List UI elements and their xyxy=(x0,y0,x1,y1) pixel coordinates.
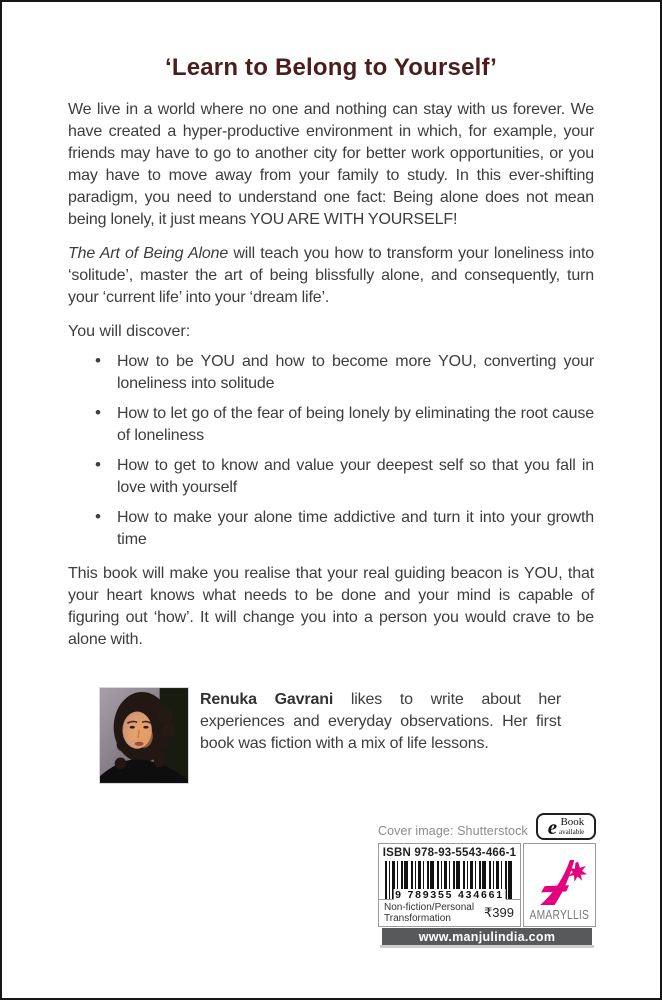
author-portrait-illustration xyxy=(100,688,188,783)
isbn-barcode-box xyxy=(378,843,521,927)
ebook-badge-line2: available xyxy=(559,828,585,836)
barcode-logo-row xyxy=(378,843,596,927)
author-bio-text: likes to write about her experiences and everyday observations. Her first book was fiction with a mix of life lessons. xyxy=(200,691,562,752)
list-item xyxy=(68,351,594,395)
ebook-badge-text xyxy=(559,817,584,836)
discover-heading: You will discover: xyxy=(68,323,191,340)
bullet-icon xyxy=(95,350,101,372)
bullet-text: How to make your alone time addictive and turn it into your growth time xyxy=(117,509,594,548)
amaryllis-logo-icon xyxy=(533,858,587,907)
bullet-text: How to let go of the fear of being lonely by eliminating the root cause of loneliness xyxy=(117,405,594,444)
author-photo xyxy=(99,687,189,784)
blurb-closing-paragraph: This book will make you realise that your real guiding beacon is YOU, that your heart knows what needs to be done and your mind is capable of figuring out ‘how’. It will change you into a person you would crave to be alone with. xyxy=(68,565,594,648)
blurb-paragraph-2 xyxy=(68,243,594,309)
blurb-paragraph-2-rest: will teach you how to transform your loneliness into ‘solitude’, master the art of being blissfully alone, and consequently, turn your ‘current life’ into your ‘dream life’. xyxy=(68,245,594,306)
list-item xyxy=(68,403,594,447)
cover-tagline: ‘Learn to Belong to Yourself’ xyxy=(164,54,498,81)
barcode xyxy=(385,861,514,899)
genre-label xyxy=(384,902,474,924)
book-title-mention: The Art of Being Alone xyxy=(68,245,229,262)
blurb-content xyxy=(2,53,660,651)
website-bar xyxy=(382,928,592,945)
publisher-logo-box xyxy=(523,843,596,927)
website-bar-shadow xyxy=(380,945,594,948)
publisher-name: AMARYLLIS xyxy=(529,908,590,922)
website-url: www.manjulindia.com xyxy=(418,929,556,944)
bullet-text: How to get to know and value your deepest self so that you fall in love with yourself xyxy=(117,457,594,496)
list-item xyxy=(68,507,594,551)
isbn-number: ISBN 978-93-5543-466-1 xyxy=(382,847,517,859)
bullet-icon xyxy=(95,454,101,476)
author-section xyxy=(99,687,569,784)
list-item xyxy=(68,455,594,499)
ebook-available-badge xyxy=(536,813,596,840)
bullet-text: How to be YOU and how to become more YOU, converting your loneliness into solitude xyxy=(117,353,594,392)
genre-line1: Non-fiction/Personal xyxy=(384,901,475,913)
genre-line2: Transformation xyxy=(384,912,451,924)
author-name: Renuka Gavrani xyxy=(200,691,334,708)
bullet-icon xyxy=(95,506,101,528)
bullet-icon xyxy=(95,402,101,424)
author-bio xyxy=(200,689,561,784)
price-label: ₹399 xyxy=(484,904,514,920)
ebook-badge-line1: Book xyxy=(560,816,585,828)
publisher-block xyxy=(378,813,596,948)
barcode-digits: 9 789355 434661 xyxy=(395,889,504,901)
blurb-paragraph-1: We live in a world where no one and nothing can stay with us forever. We have created a hyper-productive environment in which, for example, your friends may have to go to another city for better work opportunities, or you may have to move away from your family to study. In this ever-shifting paradigm, you need to understand one fact: Being alone does not mean being lonely, it just means YOU ARE WITH YOURSELF! xyxy=(68,101,594,228)
discover-list xyxy=(68,351,594,551)
cover-image-credit: Cover image: Shutterstock xyxy=(378,824,528,838)
ebook-e-glyph: e xyxy=(547,814,558,839)
credit-row xyxy=(378,813,596,840)
category-price-row xyxy=(379,899,520,926)
